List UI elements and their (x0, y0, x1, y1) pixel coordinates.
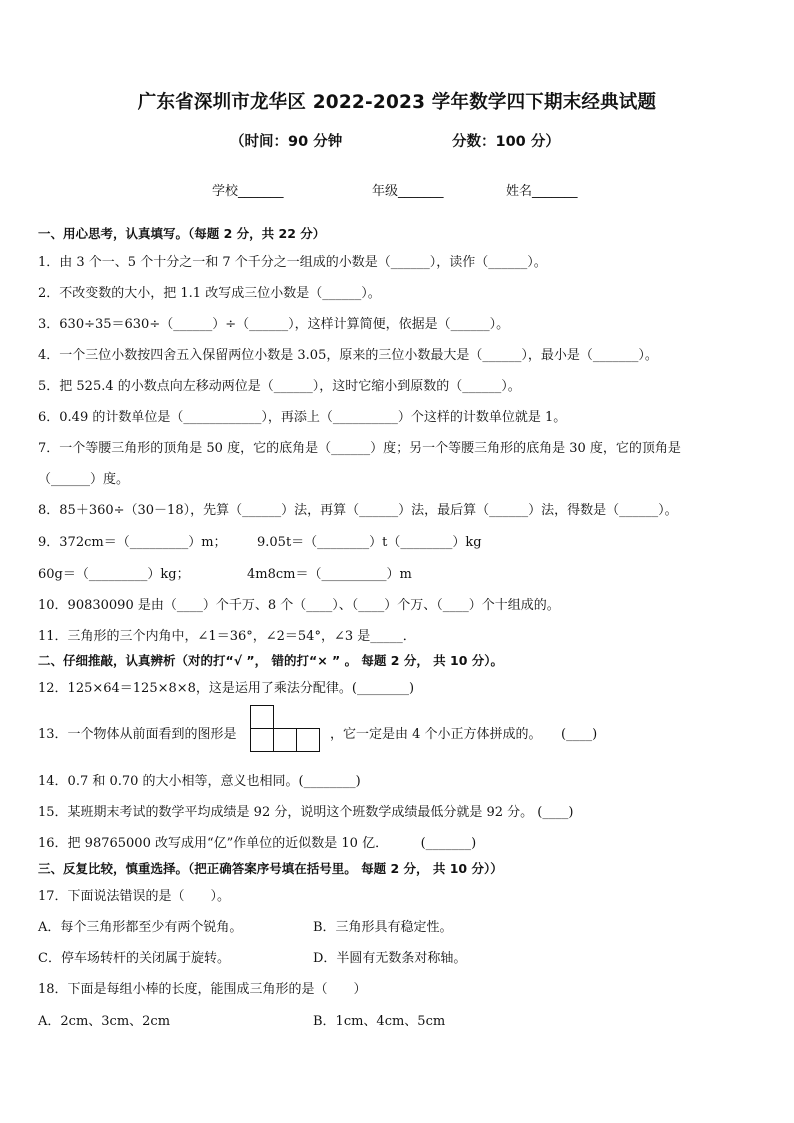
question-17-option-d: D．半圆有无数条对称轴。 (313, 951, 467, 966)
question-13-statement: ，它一定是由 4 个小正方体拼成的。 (____) (330, 727, 598, 742)
figure-square (273, 728, 297, 752)
question-3: 3．630÷35＝630÷（______）÷（______），这样计算简便，依据是（______）。 (38, 317, 510, 332)
question-13-text: 13．一个物体从前面看到的图形是 (38, 727, 237, 742)
section-2-heading: 二、仔细推敲，认真辨析（对的打“√ ”， 错的打“× ” 。 每题 2 分， 共 10 分）。 (38, 653, 504, 668)
school-field: 学校_______ (212, 184, 284, 199)
front-view-figure (250, 705, 326, 757)
exam-time: （时间：90 分钟 (230, 134, 343, 150)
question-4: 4．一个三位小数按四舍五入保留两位小数是 3.05，原来的三位小数最大是（______），最小是（_______）。 (38, 348, 658, 363)
question-7-line-2: （______）度。 (38, 472, 130, 487)
question-9-part-1: 9．372cm＝（_________）m； (38, 535, 227, 550)
question-18-option-b: B．1cm、4cm、5cm (313, 1014, 446, 1029)
question-9-part-2: 9.05t＝（________）t（________）kg (257, 535, 482, 550)
question-17-option-a: A．每个三角形都至少有两个锐角。 (38, 920, 243, 935)
question-17-option-b: B．三角形具有稳定性。 (313, 920, 453, 935)
question-9-part-4: 4m8cm＝（__________）m (247, 567, 412, 582)
grade-field: 年级_______ (372, 184, 444, 199)
question-10: 10．90830090 是由（____）个千万、8 个（____）、（____）个万、（____）个十组成的。 (38, 598, 560, 613)
question-18: 18．下面是每组小棒的长度，能围成三角形的是（ ） (38, 982, 367, 997)
name-field: 姓名_______ (506, 184, 578, 199)
question-1: 1．由 3 个一、5 个十分之一和 7 个千分之一组成的小数是（______），读作（______）。 (38, 255, 547, 270)
exam-score: 分数：100 分） (452, 134, 560, 150)
question-18-option-a: A．2cm、3cm、2cm (38, 1014, 171, 1029)
page-title: 广东省深圳市龙华区 2022-2023 学年数学四下期末经典试题 (137, 92, 657, 113)
question-2: 2．不改变数的大小，把 1.1 改写成三位小数是（______）。 (38, 286, 381, 301)
question-17-option-c: C．停车场转杆的关闭属于旋转。 (38, 951, 230, 966)
question-6: 6．0.49 的计数单位是（____________），再添上（__________）个这样的计数单位就是 1。 (38, 410, 567, 425)
question-5: 5．把 525.4 的小数点向左移动两位是（______），这时它缩小到原数的（______）。 (38, 379, 521, 394)
question-14: 14．0.7 和 0.70 的大小相等，意义也相同。(________) (38, 774, 361, 789)
question-8: 8．85＋360÷（30－18），先算（______）法，再算（______）法，最后算（______）法，得数是（______）。 (38, 503, 678, 518)
figure-square (296, 728, 320, 752)
section-3-heading: 三、反复比较，慎重选择。（把正确答案序号填在括号里。 每题 2 分， 共 10 分）） (38, 861, 503, 876)
figure-square (250, 728, 274, 752)
question-16: 16．把 98765000 改写成用“亿”作单位的近似数是 10 亿． (_______) (38, 836, 477, 851)
figure-square (250, 705, 274, 729)
question-15: 15．某班期末考试的数学平均成绩是 92 分，说明这个班数学成绩最低分就是 92 分。 (____) (38, 805, 574, 820)
question-17: 17．下面说法错误的是（ ）。 (38, 889, 231, 904)
question-7-line-1: 7．一个等腰三角形的顶角是 50 度，它的底角是（______）度；另一个等腰三角形的底角是 30 度，它的顶角是 (38, 441, 681, 456)
question-11: 11．三角形的三个内角中，∠1＝36°，∠2＝54°，∠3 是_____． (38, 629, 416, 644)
question-12: 12．125×64＝125×8×8，这是运用了乘法分配律。(________) (38, 681, 415, 696)
question-9-part-3: 60g＝（_________）kg； (38, 567, 190, 582)
section-1-heading: 一、用心思考，认真填写。（每题 2 分，共 22 分） (38, 226, 326, 241)
